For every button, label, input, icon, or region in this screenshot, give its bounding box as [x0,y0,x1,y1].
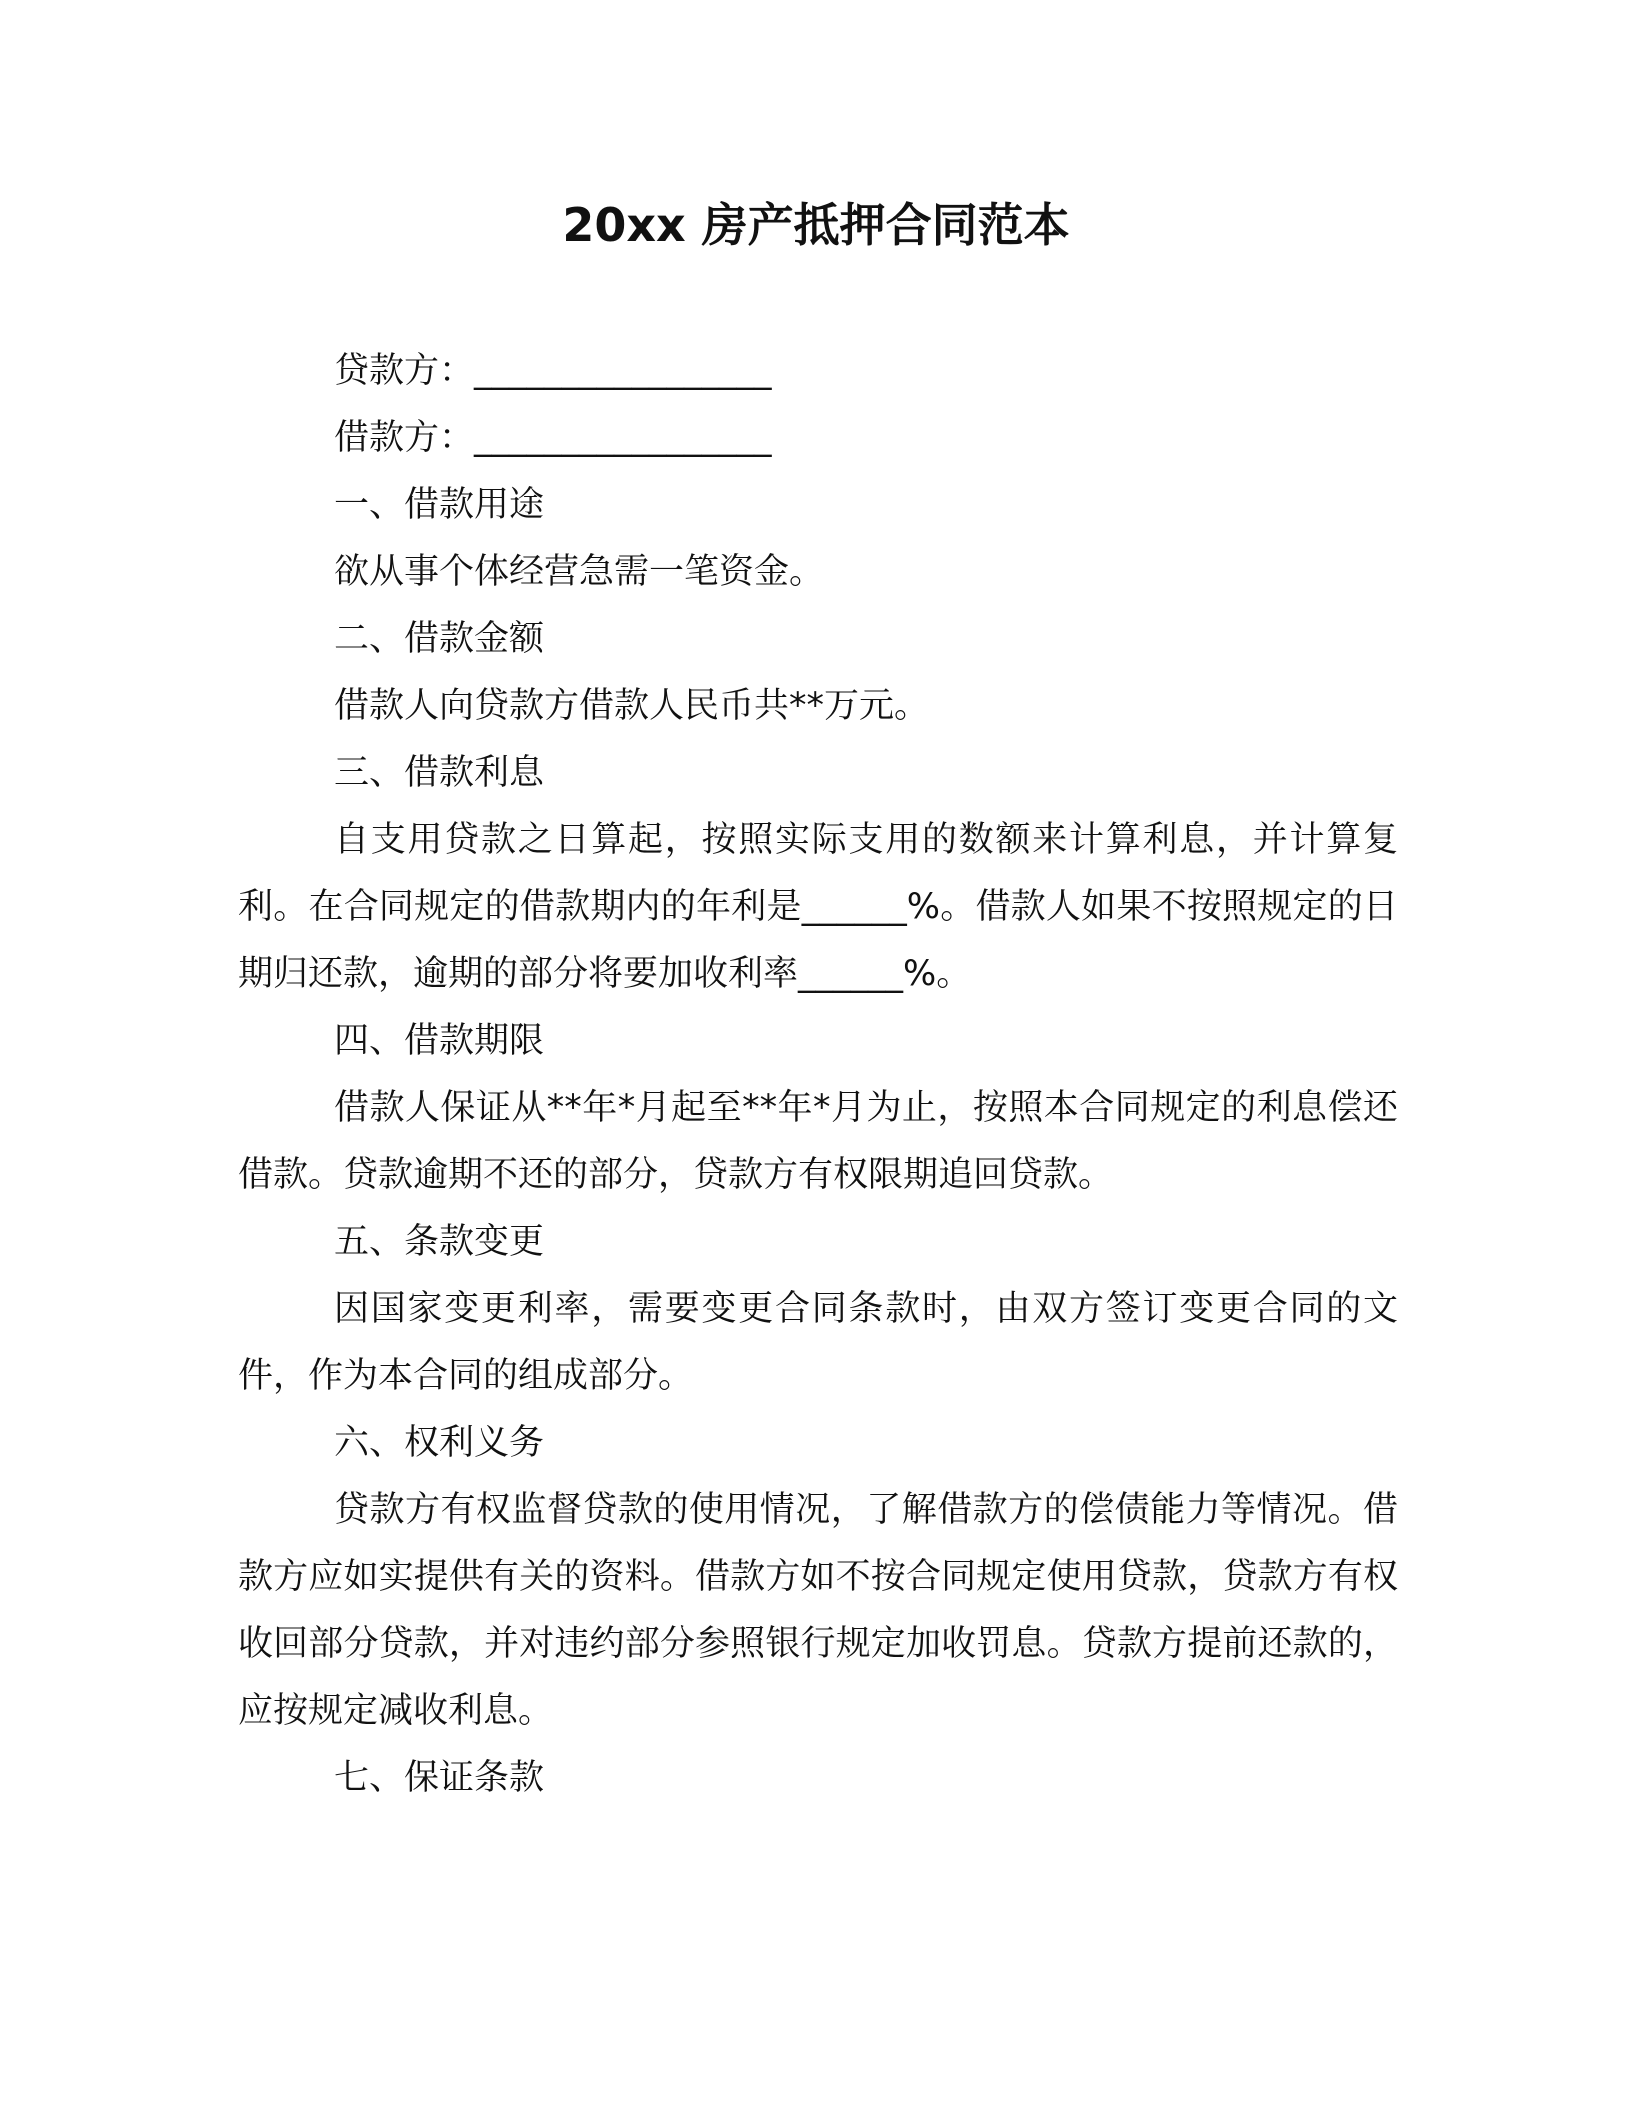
document-title: 20xx 房产抵押合同范本 [562,198,1070,252]
section-body-amount: 借款人向贷款方借款人民币共**万元。 [334,686,930,726]
section-body-amendment: 因国家变更利率，需要变更合同条款时，由双方签订变更合同的文件，作为本合同的组成部分。 [238,1289,1398,1396]
section-heading-amount: 二、借款金额 [334,619,545,659]
section-heading-rights: 六、权利义务 [334,1423,545,1463]
section-heading-interest: 三、借款利息 [334,753,545,793]
section-body-interest: 自支用贷款之日算起，按照实际支用的数额来计算利息，并计算复利。在合同规定的借款期内的年利是______%。借款人如果不按照规定的日期归还款，逾期的部分将要加收利率______%。 [238,820,1398,994]
section-heading-term: 四、借款期限 [334,1021,545,1061]
section-body-term: 借款人保证从**年*月起至**年*月为止，按照本合同规定的利息偿还借款。贷款逾期不还的部分，贷款方有权限期追回贷款。 [238,1088,1398,1195]
document-body [238,338,1398,1812]
section-body-purpose: 欲从事个体经营急需一笔资金。 [334,552,825,592]
section-body-rights: 贷款方有权监督贷款的使用情况，了解借款方的偿债能力等情况。借款方应如实提供有关的资料。借款方如不按合同规定使用贷款，贷款方有权收回部分贷款，并对违约部分参照银行规定加收罚息。贷款方提前还款的，应按规定减收利息。 [238,1490,1398,1731]
lender-line: 贷款方：_________________ [334,351,772,391]
borrower-line: 借款方：_________________ [334,418,772,458]
section-heading-guarantee: 七、保证条款 [334,1758,545,1798]
section-heading-amendment: 五、条款变更 [334,1222,545,1262]
section-heading-purpose: 一、借款用途 [334,485,545,525]
